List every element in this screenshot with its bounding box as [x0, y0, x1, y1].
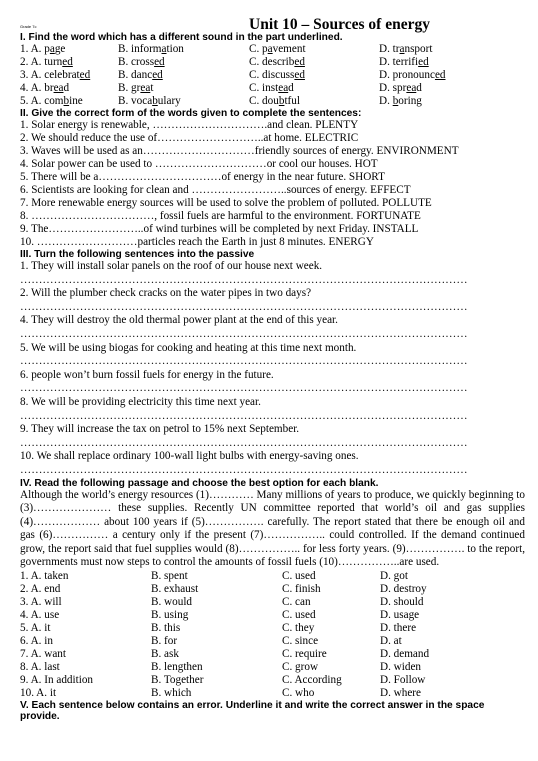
- section-4-options: [20, 570, 525, 700]
- section-3-heading: III. Turn the following sentences into the passive: [20, 249, 255, 260]
- underlined-part: b: [392, 95, 399, 107]
- s1-option: C. discussed: [249, 69, 305, 81]
- s1-option: D. boring: [379, 95, 422, 107]
- underlined-part: ed: [294, 56, 305, 68]
- s4-option: C. who: [282, 687, 315, 700]
- s1-option: 2. A. turned: [20, 56, 73, 68]
- s3-question: 10. We shall replace ordinary 100-wall light bulbs with energy-saving ones.: [20, 450, 359, 463]
- s4-option: C. According: [282, 674, 342, 687]
- s4-option: 10. A. it: [20, 687, 57, 700]
- s4-row-5: [20, 622, 525, 635]
- s4-row-9: [20, 674, 525, 687]
- s4-row-6: [20, 635, 525, 648]
- s2-line: 6. Scientists are looking for clean and ……………………..sources of energy. EFFECT: [20, 184, 411, 196]
- s1-option: D. terrified: [379, 56, 429, 68]
- s4-option: D. widen: [380, 661, 422, 674]
- s4-option: C. can: [282, 596, 311, 609]
- underlined-part: ea: [278, 82, 289, 94]
- underlined-part: ed: [79, 69, 91, 81]
- s1-option: B. vocabulary: [118, 95, 181, 107]
- underlined-part: ed: [62, 56, 73, 68]
- s1-option: 3. A. celebrated: [20, 69, 91, 81]
- s2-line: 1. Solar energy is renewable, ………………………….and clean. PLENTY: [20, 119, 359, 131]
- page-title: Unit 10 – Sources of energy: [249, 16, 430, 33]
- s1-row-1: [20, 43, 525, 56]
- s1-option: B. danced: [118, 69, 163, 81]
- underlined-part: ed: [154, 56, 165, 68]
- answer-line: …………………………………………………………………………………………………………: [20, 355, 468, 368]
- s4-option: B. using: [151, 609, 189, 622]
- answer-line: …………………………………………………………………………………………………………: [20, 273, 468, 286]
- s4-option: B. for: [151, 635, 178, 648]
- header: [20, 10, 525, 32]
- s4-option: D. where: [380, 687, 422, 700]
- s4-option: B. lengthen: [151, 661, 203, 674]
- s1-option: B. great: [118, 82, 154, 94]
- s4-option: D. at: [380, 635, 402, 648]
- s4-option: C. used: [282, 570, 316, 583]
- s4-option: 1. A. taken: [20, 570, 69, 583]
- s4-option: D. destroy: [380, 583, 427, 596]
- s1-option: D. spread: [379, 82, 422, 94]
- s4-row-4: [20, 609, 525, 622]
- s4-option: C. since: [282, 635, 319, 648]
- s3-question: 1. They will install solar panels on the roof of our house next week.: [20, 260, 323, 272]
- s4-row-3: [20, 596, 525, 609]
- underlined-part: b: [63, 95, 70, 107]
- answer-line: …………………………………………………………………………………………………………: [20, 463, 468, 476]
- underlined-part: b: [152, 95, 158, 107]
- s4-option: 7. A. want: [20, 648, 66, 661]
- s4-option: D. should: [380, 596, 424, 609]
- s1-row-2: [20, 56, 525, 69]
- s2-line: 9. The……………………..of wind turbines will be completed by next Friday. INSTALL: [20, 223, 419, 235]
- s2-line: 4. Solar power can be used to …………………………or cool our houses. HOT: [20, 158, 378, 170]
- section-5-heading: V. Each sentence below contains an error. Underline it and write the correct answer in the space provide.: [20, 700, 485, 723]
- s4-option: 8. A. last: [20, 661, 60, 674]
- s4-option: C. require: [282, 648, 327, 661]
- s4-option: B. exhaust: [151, 583, 199, 596]
- underlined-part: ea: [140, 82, 151, 94]
- s1-option: C. doubtful: [249, 95, 300, 107]
- s4-option: C. grow: [282, 661, 319, 674]
- underlined-part: b: [278, 95, 285, 107]
- s2-line: 5. There will be a……………………………of energy in the near future. SHORT: [20, 171, 385, 183]
- s4-option: D. usage: [380, 609, 420, 622]
- passage: Although the world’s energy resources (1)………… Many millions of years to produce, we quickly beginning to (3)………………… these supplies. Recently UN committee reported that world’s oil and gas supplies (4)……………… about 100 years if (5)……………. carefully. The report stated that there be enough oil and gas (6)…………… a century only if the present (7)…………….. could controlled. If the demand continued grow, the report said that fuel supplies would (8)…………….. for less forty years. (9)……………. to the report, governments must now steps to control the amounts of fossil fuels (10)……………..are used.: [20, 488, 525, 569]
- underlined-part: ed: [152, 69, 163, 81]
- s3-question: 5. We will be using biogas for cooking and heating at this time next month.: [20, 341, 357, 354]
- s3-question: 2. Will the plumber check cracks on the water pipes in two days?: [20, 287, 312, 300]
- grade-label: Grade 7c: [20, 24, 37, 29]
- s4-option: D. got: [380, 570, 408, 583]
- s4-option: C. they: [282, 622, 315, 635]
- s4-option: 5. A. it: [20, 622, 51, 635]
- s4-option: 3. A. will: [20, 596, 62, 609]
- s4-row-8: [20, 661, 525, 674]
- s1-option: C. pavement: [249, 43, 306, 55]
- s2-line: 8. ……………………………, fossil fuels are harmful to the environment. FORTUNATE: [20, 210, 421, 222]
- s4-option: 9. A. In addition: [20, 674, 94, 687]
- section-1-heading: I. Find the word which has a different sound in the part underlined.: [20, 32, 343, 43]
- s4-option: B. this: [151, 622, 181, 635]
- s1-row-3: [20, 69, 525, 82]
- section-4-heading: IV. Read the following passage and choose the best option for each blank.: [20, 477, 379, 489]
- s1-option: B. crossed: [118, 56, 165, 68]
- s1-option: B. information: [118, 43, 184, 55]
- section-3-items: [20, 260, 525, 478]
- s1-row-4: [20, 82, 525, 95]
- s1-option: 5. A. combine: [20, 95, 83, 107]
- underlined-part: ea: [53, 82, 64, 94]
- s4-option: D. there: [380, 622, 417, 635]
- underlined-part: a: [399, 43, 405, 55]
- underlined-part: a: [49, 43, 55, 55]
- s3-question: 6. people won’t burn fossil fuels for energy in the future.: [20, 368, 274, 381]
- s4-option: C. used: [282, 609, 316, 622]
- s4-option: B. spent: [151, 570, 188, 583]
- s3-question: 9. They will increase the tax on petrol to 15% next September.: [20, 423, 300, 436]
- s2-line: 3. Waves will be used as an…………………………friendly sources of energy. ENVIRONMENT: [20, 145, 459, 157]
- s4-option: B. Together: [151, 674, 204, 687]
- s1-option: D. pronounced: [379, 69, 446, 81]
- s2-line: 2. We should reduce the use of………………………..at home. ELECTRIC: [20, 132, 359, 144]
- underlined-part: ed: [418, 56, 429, 68]
- s3-question: 4. They will destroy the old thermal power plant at the end of this year.: [20, 314, 338, 327]
- s4-option: 2. A. end: [20, 583, 61, 596]
- answer-line: …………………………………………………………………………………………………………: [20, 382, 468, 395]
- worksheet: [20, 10, 525, 722]
- section-2-lines: [20, 119, 525, 249]
- s4-option: 4. A. use: [20, 609, 60, 622]
- section-2-heading: II. Give the correct form of the words given to complete the sentences:: [20, 108, 362, 119]
- s4-row-1: [20, 570, 525, 583]
- s4-option: 6. A. in: [20, 635, 53, 648]
- s1-option: D. transport: [379, 43, 433, 55]
- s2-line: 10. ………………………particles reach the Earth in just 8 minutes. ENERGY: [20, 236, 374, 248]
- s4-option: D. Follow: [380, 674, 426, 687]
- answer-line: …………………………………………………………………………………………………………: [20, 327, 468, 340]
- s2-line: 7. More renewable energy sources will be used to solve the problem of polluted. POLLUTE: [20, 197, 432, 209]
- section-1-rows: [20, 43, 525, 108]
- s1-option: 1. A. page: [20, 43, 66, 55]
- s4-option: B. ask: [151, 648, 179, 661]
- s4-row-2: [20, 583, 525, 596]
- s1-row-5: [20, 95, 525, 108]
- underlined-part: a: [267, 43, 273, 55]
- s4-option: B. would: [151, 596, 193, 609]
- answer-line: …………………………………………………………………………………………………………: [20, 436, 468, 449]
- s1-option: C. described: [249, 56, 305, 68]
- s1-option: C. instead: [249, 82, 294, 94]
- answer-line: …………………………………………………………………………………………………………: [20, 300, 468, 313]
- underlined-part: ed: [294, 69, 305, 81]
- s4-option: C. finish: [282, 583, 321, 596]
- underlined-part: a: [161, 43, 167, 55]
- underlined-part: ea: [406, 82, 417, 94]
- s4-row-10: [20, 687, 525, 700]
- answer-line: …………………………………………………………………………………………………………: [20, 409, 468, 422]
- s4-option: D. demand: [380, 648, 430, 661]
- s4-option: B. which: [151, 687, 192, 700]
- s4-row-7: [20, 648, 525, 661]
- s1-option: 4. A. bread: [20, 82, 70, 94]
- s3-question: 8. We will be providing electricity this time next year.: [20, 395, 261, 408]
- underlined-part: ed: [434, 69, 446, 81]
